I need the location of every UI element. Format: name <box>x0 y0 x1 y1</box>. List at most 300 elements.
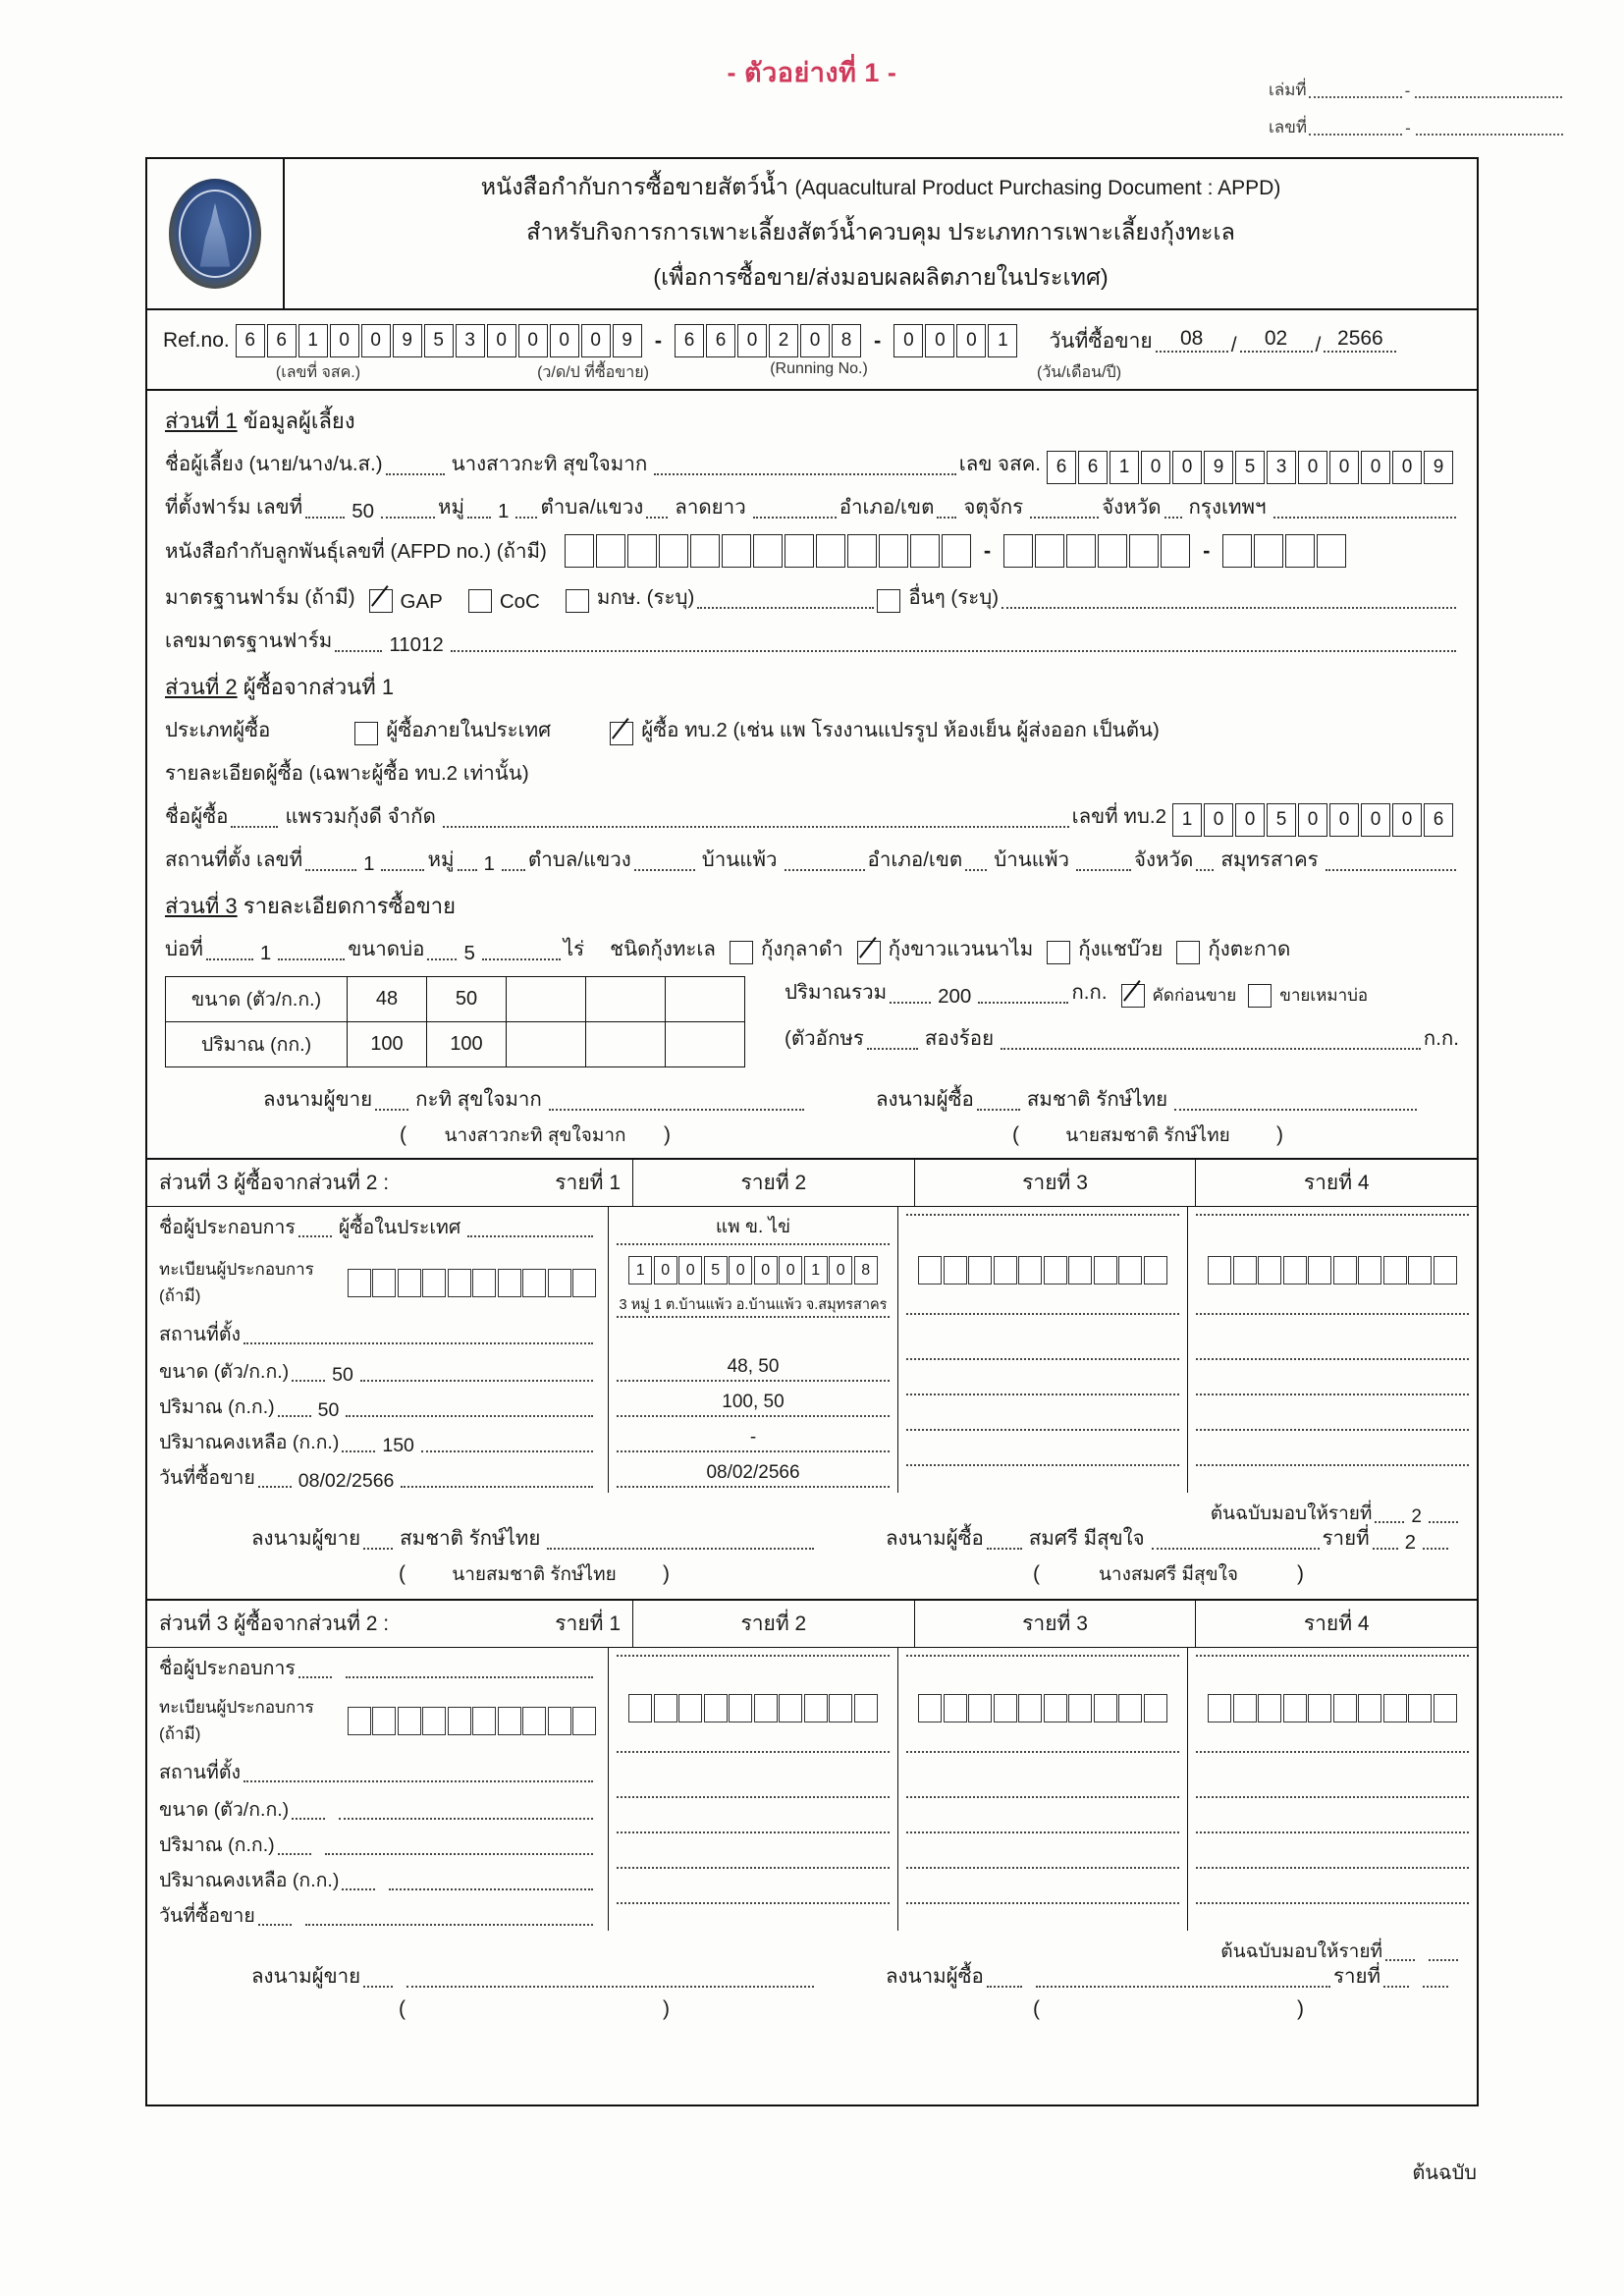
digit-box-4[interactable]: 1 <box>988 324 1017 357</box>
reg-digit-4[interactable] <box>1283 1256 1307 1285</box>
checkbox-coc[interactable] <box>468 589 492 613</box>
seller-signature[interactable]: สมชาติ รักษ์ไทย <box>400 1527 541 1550</box>
reg-digit-8[interactable] <box>804 1694 828 1722</box>
buyer-amphoe[interactable]: บ้านแพ้ว <box>994 848 1070 871</box>
digit-box-4[interactable] <box>1098 534 1127 568</box>
reg-digit-2[interactable] <box>372 1707 396 1735</box>
location-value-4[interactable] <box>1196 1293 1469 1313</box>
remaining-label: ปริมาณคงเหลือ (ก.ก.) <box>159 1432 340 1453</box>
block-2-seller-sign: ลงนามผู้ขาย ( ) <box>163 1960 856 2021</box>
operator-value-2[interactable]: แพ ข. ไข่ <box>715 1217 791 1237</box>
purchase-date-field <box>1049 325 1399 357</box>
ref-part2-boxes[interactable] <box>675 324 861 357</box>
reg-digit-2[interactable]: 0 <box>654 1256 677 1285</box>
digit-box-13[interactable]: 9 <box>1424 451 1453 484</box>
block-1-col-header-3: รายที่ 3 <box>915 1160 1197 1206</box>
reg-digit-10[interactable] <box>854 1694 878 1722</box>
checkbox-species-2[interactable] <box>857 941 881 964</box>
buyer-sign-label: ลงนามผู้ซื้อ <box>886 1527 984 1550</box>
registration-boxes-4[interactable] <box>1208 1256 1457 1285</box>
digit-box-12[interactable]: 0 <box>1392 451 1422 484</box>
location-value-3[interactable] <box>906 1293 1179 1313</box>
reg-digit-10[interactable] <box>1144 1694 1167 1722</box>
reg-digit-4[interactable] <box>422 1269 446 1297</box>
ref-row <box>147 310 1477 391</box>
digit-box-2[interactable]: 0 <box>1204 803 1233 837</box>
digit-box-9[interactable]: 0 <box>487 324 516 357</box>
digit-box-6[interactable] <box>1161 534 1190 568</box>
quantity-area <box>165 976 1459 1067</box>
reg-digit-10[interactable] <box>572 1707 596 1735</box>
reg-digit-8[interactable] <box>1094 1694 1117 1722</box>
number-blank-1[interactable] <box>1309 134 1402 136</box>
digit-box-7[interactable]: 5 <box>424 324 454 357</box>
reg-digit-7[interactable] <box>1358 1694 1381 1722</box>
block-2-col-header-4: รายที่ 4 <box>1303 1613 1370 1635</box>
location-value-3[interactable] <box>906 1731 1179 1751</box>
digit-box-10[interactable]: 0 <box>1329 451 1359 484</box>
registration-boxes-3[interactable] <box>918 1256 1167 1285</box>
size-cell-1[interactable]: 48 <box>348 977 427 1022</box>
row-label: รายที่ <box>1322 1527 1370 1550</box>
block-2-date-cell-2 <box>609 1895 898 1931</box>
reg-digit-4[interactable] <box>1283 1694 1307 1722</box>
digit-box-8[interactable]: 3 <box>456 324 485 357</box>
reg-digit-9[interactable] <box>1408 1256 1432 1285</box>
standard-number-value[interactable]: 11012 <box>389 633 444 656</box>
total-value[interactable]: 200 <box>938 985 972 1008</box>
reg-digit-8[interactable]: 1 <box>804 1256 828 1285</box>
reg-digit-5[interactable] <box>1308 1256 1331 1285</box>
reg-digit-5[interactable] <box>448 1269 471 1297</box>
block-2-size-cell-4 <box>1188 1789 1477 1825</box>
reg-digit-7[interactable] <box>498 1707 521 1735</box>
checkbox-sell-whole-pond[interactable] <box>1248 984 1272 1008</box>
reg-digit-7[interactable]: 0 <box>779 1256 802 1285</box>
checkbox-species-4[interactable] <box>1176 941 1200 964</box>
block-2-row-size <box>147 1789 1477 1825</box>
words-label: (ตัวอักษร <box>785 1027 864 1050</box>
date-value-2[interactable]: 08/02/2566 <box>706 1462 800 1483</box>
registration-boxes-1[interactable] <box>348 1707 597 1735</box>
reg-digit-1[interactable] <box>348 1269 371 1297</box>
reg-digit-10[interactable] <box>572 1269 596 1297</box>
reg-digit-7[interactable] <box>1068 1694 1092 1722</box>
reg-digit-5[interactable] <box>448 1707 471 1735</box>
reg-digit-7[interactable] <box>1068 1256 1092 1285</box>
block-2-col-header-3: รายที่ 3 <box>915 1601 1197 1647</box>
reg-digit-9[interactable] <box>1408 1694 1432 1722</box>
block-1-date-cell-2 <box>609 1457 898 1493</box>
buyer-house-no[interactable]: 1 <box>363 852 375 875</box>
digit-box-3[interactable]: 0 <box>737 324 767 357</box>
block-1-row-operator <box>147 1207 1477 1245</box>
digit-box-6[interactable]: 8 <box>832 324 861 357</box>
buyer-tambon[interactable]: บ้านแพ้ว <box>701 848 778 871</box>
reg-digit-9[interactable] <box>1118 1256 1142 1285</box>
size-quantity-table <box>165 976 745 1067</box>
species-label-2: กุ้งขาวแวนนาไม <box>888 938 1034 960</box>
registration-boxes-3[interactable] <box>918 1694 1167 1722</box>
farm-standard-label: มาตรฐานฟาร์ม (ถ้ามี) <box>165 586 355 609</box>
reg-digit-6[interactable] <box>1044 1256 1067 1285</box>
reg-digit-1[interactable] <box>628 1694 652 1722</box>
rai-label: ไร่ <box>563 938 585 960</box>
digit-box-3[interactable]: 0 <box>956 324 986 357</box>
digit-box-2[interactable] <box>596 534 625 568</box>
digit-box-1[interactable]: 6 <box>236 324 265 357</box>
digit-box-4[interactable]: 0 <box>1141 451 1170 484</box>
purchase-date-day[interactable]: 08 <box>1156 327 1228 353</box>
sell-whole-pond-label: ขายเหมาบ่อ <box>1279 986 1369 1005</box>
digit-box-6[interactable]: 9 <box>393 324 422 357</box>
block-1-col-header-4: รายที่ 4 <box>1303 1172 1370 1194</box>
reg-digit-5[interactable]: 0 <box>729 1256 752 1285</box>
block-2-title-row <box>147 1601 1477 1648</box>
location-value-2[interactable]: 3 หมู่ 1 ต.บ้านแพ้ว อ.บ้านแพ้ว จ.สมุทรสาคร <box>619 1297 888 1313</box>
reg-digit-6[interactable] <box>1333 1694 1357 1722</box>
buyer-detail-label: รายละเอียดผู้ซื้อ (เฉพาะผู้ซื้อ ทบ.2 เท่านั้น) <box>165 762 529 785</box>
section3-signature-row <box>165 1083 1459 1158</box>
reg-digit-1[interactable] <box>1208 1694 1231 1722</box>
checkbox-gap[interactable] <box>369 589 393 613</box>
digit-box-6[interactable]: 0 <box>1329 803 1359 837</box>
reg-digit-4[interactable]: 5 <box>704 1256 728 1285</box>
digit-box-7[interactable]: 5 <box>1235 451 1265 484</box>
block-1-size-cell-4 <box>1188 1351 1477 1387</box>
checkbox-other-standard[interactable] <box>877 589 900 613</box>
registration-boxes-2[interactable] <box>628 1694 878 1722</box>
coc-label: CoC <box>499 590 540 613</box>
checkbox-species-1[interactable] <box>730 941 753 964</box>
checkbox-buyer-tb2[interactable] <box>610 722 633 745</box>
afpd-boxes-3[interactable] <box>1222 534 1346 568</box>
digit-box-2[interactable]: 0 <box>925 324 954 357</box>
size-cell-4[interactable] <box>586 977 666 1022</box>
size-cell-3[interactable] <box>507 977 586 1022</box>
digit-box-1[interactable]: 1 <box>1172 803 1202 837</box>
reg-digit-9[interactable] <box>1118 1694 1142 1722</box>
reg-digit-5[interactable] <box>1018 1256 1042 1285</box>
reg-digit-1[interactable] <box>918 1694 942 1722</box>
block-1-date-cell-3 <box>898 1457 1188 1493</box>
section-3-number: ส่วนที่ 3 <box>165 894 238 918</box>
number-line <box>1269 114 1583 140</box>
buyer-name-value[interactable]: แพรวมกุ้งดี จำกัด <box>285 805 436 828</box>
digit-box-11[interactable] <box>879 534 908 568</box>
reg-digit-3[interactable] <box>398 1707 421 1735</box>
reg-digit-7[interactable] <box>498 1269 521 1297</box>
digit-box-10[interactable]: 0 <box>518 324 548 357</box>
volume-blank-1[interactable] <box>1309 96 1402 98</box>
buyer-address-row <box>165 844 1459 876</box>
digit-box-11[interactable]: 0 <box>550 324 579 357</box>
reg-digit-6[interactable] <box>472 1269 496 1297</box>
reg-digit-2[interactable] <box>944 1694 967 1722</box>
date-label: วันที่ซื้อขาย <box>159 1905 255 1927</box>
digit-box-6[interactable]: 9 <box>1204 451 1233 484</box>
digit-box-3[interactable]: 1 <box>298 324 328 357</box>
tb2-digit-boxes[interactable] <box>1172 803 1453 837</box>
digit-box-4[interactable]: 2 <box>769 324 798 357</box>
row-label-amount: ปริมาณ (กก.) <box>166 1022 348 1067</box>
buyer-moo[interactable]: 1 <box>483 852 495 875</box>
reg-digit-9[interactable] <box>548 1707 571 1735</box>
reg-digit-8[interactable] <box>1383 1694 1407 1722</box>
farm-amphoe-label: อำเภอ/เขต <box>839 496 935 519</box>
operator-label: ชื่อผู้ประกอบการ <box>159 1217 296 1238</box>
row-value[interactable]: 2 <box>1404 1531 1416 1554</box>
farm-moo[interactable]: 1 <box>498 500 510 522</box>
checkbox-buyer-domestic[interactable] <box>354 722 378 745</box>
block-1-amount-cell-1 <box>147 1387 609 1422</box>
jsk-digit-boxes[interactable] <box>1047 451 1453 484</box>
digit-box-4[interactable]: 5 <box>1267 803 1296 837</box>
digit-box-10[interactable] <box>847 534 877 568</box>
block-1-operator-cell-1 <box>147 1207 609 1245</box>
reg-digit-6[interactable] <box>754 1694 778 1722</box>
checkbox-sort-before-sale[interactable] <box>1121 984 1145 1008</box>
buyer-sign-label: ลงนามผู้ซื้อ <box>886 1965 984 1988</box>
number-blank-2[interactable] <box>1416 134 1563 136</box>
location-label: สถานที่ตั้ง <box>159 1324 242 1345</box>
buyer-signature[interactable]: สมชาติ รักษ์ไทย <box>1026 1088 1168 1111</box>
ref-part1-boxes[interactable] <box>236 324 642 357</box>
digit-box-9[interactable]: 6 <box>1424 803 1453 837</box>
seller-printed-name: นายสมชาติ รักษ์ไทย <box>452 1564 617 1585</box>
digit-box-3[interactable]: 0 <box>1235 803 1265 837</box>
afpd-boxes-1[interactable] <box>565 534 971 568</box>
block-1-amount-cell-3 <box>898 1387 1188 1422</box>
digit-box-12[interactable] <box>910 534 940 568</box>
amount-value-1[interactable]: 50 <box>317 1399 340 1421</box>
digit-box-11[interactable]: 0 <box>1361 451 1390 484</box>
registration-boxes-2[interactable] <box>628 1256 878 1285</box>
pond-label: บ่อที่ <box>165 938 203 960</box>
reg-digit-8[interactable] <box>522 1707 546 1735</box>
digit-box-8[interactable]: 0 <box>1392 803 1422 837</box>
digit-box-4[interactable] <box>659 534 688 568</box>
purchase-date-label: วันที่ซื้อขาย <box>1049 329 1153 353</box>
buyer-signature[interactable]: สมศรี มีสุขใจ <box>1028 1527 1145 1550</box>
farm-house-no[interactable]: 50 <box>352 500 374 522</box>
digit-box-13[interactable]: 9 <box>613 324 642 357</box>
reg-digit-1[interactable] <box>918 1256 942 1285</box>
reg-digit-8[interactable] <box>522 1269 546 1297</box>
location-value-2[interactable] <box>617 1731 890 1751</box>
farmer-name-value[interactable]: นางสาวกะทิ สุขใจมาก <box>451 453 648 475</box>
reg-digit-9[interactable]: 0 <box>829 1256 852 1285</box>
block-1-row-amount <box>147 1387 1477 1422</box>
block-2-buyer-sign: ลงนามผู้ซื้อ รายที่ ( ) <box>856 1960 1461 2021</box>
operator-value-1[interactable]: ผู้ซื้อในประเทศ <box>338 1217 461 1238</box>
block-1-title <box>147 1160 633 1206</box>
digit-box-5[interactable] <box>690 534 720 568</box>
farm-amphoe[interactable]: จตุจักร <box>963 496 1024 519</box>
reg-digit-3[interactable] <box>1258 1256 1281 1285</box>
digit-box-8[interactable] <box>785 534 814 568</box>
block-2-reg-cell-1 <box>147 1683 609 1789</box>
amount-cell-3[interactable] <box>507 1022 586 1067</box>
date-value-1[interactable]: 08/02/2566 <box>298 1470 395 1492</box>
afpd-row <box>165 534 1459 568</box>
species-label-1: กุ้งกุลาดำ <box>760 938 843 960</box>
number-dash: - <box>1405 119 1411 137</box>
digit-box-5[interactable]: 0 <box>1298 803 1327 837</box>
digit-box-1[interactable]: 6 <box>1047 451 1076 484</box>
location-value-4[interactable] <box>1196 1731 1469 1751</box>
purchase-date-month[interactable]: 02 <box>1240 327 1313 353</box>
farm-tambon[interactable]: ลาดยาว <box>675 496 746 519</box>
pond-row <box>165 933 1459 965</box>
registration-boxes-1[interactable] <box>348 1269 597 1297</box>
reg-digit-3[interactable] <box>968 1256 992 1285</box>
digit-box-1[interactable]: 0 <box>893 324 923 357</box>
digit-box-3[interactable] <box>627 534 657 568</box>
reg-digit-8[interactable] <box>1383 1256 1407 1285</box>
reg-digit-10[interactable] <box>1144 1256 1167 1285</box>
amount-cell-2[interactable]: 100 <box>427 1022 507 1067</box>
reg-digit-10[interactable] <box>1434 1256 1457 1285</box>
ref-part3-boxes[interactable] <box>893 324 1017 357</box>
reg-digit-3[interactable] <box>968 1694 992 1722</box>
purchase-date-year[interactable]: 2566 <box>1324 327 1396 353</box>
reg-digit-9[interactable] <box>829 1694 852 1722</box>
size-value-2[interactable]: 48, 50 <box>727 1356 780 1377</box>
digit-box-2[interactable]: 6 <box>1078 451 1108 484</box>
block-2-size-cell-3 <box>898 1789 1188 1825</box>
digit-box-7[interactable]: 0 <box>1361 803 1390 837</box>
afpd-boxes-2[interactable] <box>1003 534 1190 568</box>
block-1-operator-cell-4 <box>1188 1207 1477 1245</box>
digit-box-2[interactable]: 6 <box>267 324 297 357</box>
reg-digit-6[interactable] <box>472 1707 496 1735</box>
reg-digit-5[interactable] <box>1018 1694 1042 1722</box>
reg-digit-5[interactable] <box>729 1694 752 1722</box>
amount-label: ปริมาณ (ก.ก.) <box>159 1396 275 1418</box>
digit-box-2[interactable] <box>1254 534 1283 568</box>
block-2-amount-cell-1 <box>147 1825 609 1860</box>
digit-box-4[interactable]: 0 <box>330 324 359 357</box>
pond-no[interactable]: 1 <box>259 942 272 964</box>
reg-digit-4[interactable] <box>994 1256 1017 1285</box>
digit-box-9[interactable]: 0 <box>1298 451 1327 484</box>
original-to-label: ต้นฉบับมอบให้รายที่ <box>1210 1503 1373 1524</box>
reg-digit-1[interactable] <box>348 1707 371 1735</box>
digit-box-5[interactable]: 0 <box>1172 451 1202 484</box>
volume-blank-2[interactable] <box>1415 96 1562 98</box>
reg-digit-2[interactable] <box>1233 1256 1257 1285</box>
reg-digit-2[interactable] <box>944 1256 967 1285</box>
words-value[interactable]: สองร้อย <box>924 1027 995 1050</box>
reg-digit-4[interactable] <box>994 1694 1017 1722</box>
remaining-value-1[interactable]: 150 <box>382 1435 414 1456</box>
digit-box-1[interactable] <box>1003 534 1033 568</box>
digit-box-1[interactable]: 6 <box>675 324 704 357</box>
reg-digit-7[interactable] <box>779 1694 802 1722</box>
reg-digit-3[interactable]: 0 <box>678 1256 702 1285</box>
reg-digit-2[interactable] <box>372 1269 396 1297</box>
digit-box-1[interactable] <box>1222 534 1252 568</box>
section-2-number: ส่วนที่ 2 <box>165 675 238 699</box>
reg-digit-10[interactable]: 8 <box>854 1256 878 1285</box>
reg-digit-4[interactable] <box>704 1694 728 1722</box>
reg-digit-2[interactable] <box>1233 1694 1257 1722</box>
reg-digit-5[interactable] <box>1308 1694 1331 1722</box>
size-cell-5[interactable] <box>666 977 745 1022</box>
digit-box-1[interactable] <box>565 534 594 568</box>
digit-box-9[interactable] <box>816 534 845 568</box>
reg-digit-1[interactable] <box>1208 1256 1231 1285</box>
digit-box-8[interactable]: 3 <box>1267 451 1296 484</box>
digit-box-5[interactable]: 0 <box>800 324 830 357</box>
amount-value-2[interactable]: 100, 50 <box>722 1392 785 1412</box>
reg-digit-10[interactable] <box>1434 1694 1457 1722</box>
block-1-row-date <box>147 1457 1477 1493</box>
checkbox-species-3[interactable] <box>1047 941 1070 964</box>
digit-box-2[interactable]: 6 <box>706 324 735 357</box>
block-2-amount-cell-4 <box>1188 1825 1477 1860</box>
digit-box-7[interactable] <box>753 534 783 568</box>
reg-digit-6[interactable] <box>1044 1694 1067 1722</box>
section3-buyer-sign <box>846 1083 1449 1150</box>
seller-signature[interactable]: กะทิ สุขใจมาก <box>415 1088 542 1111</box>
buyer-province[interactable]: สมุทรสาคร <box>1220 848 1319 871</box>
reg-digit-4[interactable] <box>422 1707 446 1735</box>
reg-digit-9[interactable] <box>548 1269 571 1297</box>
block-1-amount-cell-2 <box>609 1387 898 1422</box>
reg-digit-8[interactable] <box>1094 1256 1117 1285</box>
size-cell-2[interactable]: 50 <box>427 977 507 1022</box>
reg-digit-3[interactable] <box>398 1269 421 1297</box>
block-1-reg-cell-3 <box>898 1245 1188 1351</box>
pond-size[interactable]: 5 <box>463 942 475 964</box>
checkbox-mkc[interactable] <box>566 589 589 613</box>
digit-box-6[interactable] <box>722 534 751 568</box>
digit-box-5[interactable]: 0 <box>361 324 391 357</box>
reg-digit-1[interactable]: 1 <box>628 1256 652 1285</box>
block-1-reg-cell-1 <box>147 1245 609 1351</box>
reg-digit-2[interactable] <box>654 1694 677 1722</box>
digit-box-3[interactable]: 1 <box>1110 451 1139 484</box>
digit-box-3[interactable] <box>1066 534 1096 568</box>
digit-box-13[interactable] <box>942 534 971 568</box>
reg-digit-3[interactable] <box>678 1694 702 1722</box>
digit-box-2[interactable] <box>1035 534 1064 568</box>
reg-digit-6[interactable] <box>1333 1256 1357 1285</box>
block-1-reg-cell-2 <box>609 1245 898 1351</box>
amount-cell-1[interactable]: 100 <box>348 1022 427 1067</box>
remaining-value-2[interactable]: - <box>749 1427 757 1448</box>
farm-address-row <box>165 491 1459 523</box>
digit-box-5[interactable] <box>1129 534 1159 568</box>
digit-box-4[interactable] <box>1317 534 1346 568</box>
reg-digit-7[interactable] <box>1358 1256 1381 1285</box>
registration-boxes-4[interactable] <box>1208 1694 1457 1722</box>
amount-cell-4[interactable] <box>586 1022 666 1067</box>
reg-digit-3[interactable] <box>1258 1694 1281 1722</box>
section-3-heading <box>165 889 1459 923</box>
digit-box-3[interactable] <box>1285 534 1315 568</box>
original-to-value[interactable]: 2 <box>1411 1506 1422 1527</box>
form-frame <box>145 157 1479 2106</box>
reg-digit-6[interactable]: 0 <box>754 1256 778 1285</box>
size-value-1[interactable]: 50 <box>332 1364 353 1386</box>
farm-standard-row <box>165 581 1459 614</box>
digit-box-12[interactable]: 0 <box>581 324 611 357</box>
amount-cell-5[interactable] <box>666 1022 745 1067</box>
farm-province[interactable]: กรุงเทพฯ <box>1188 496 1267 519</box>
